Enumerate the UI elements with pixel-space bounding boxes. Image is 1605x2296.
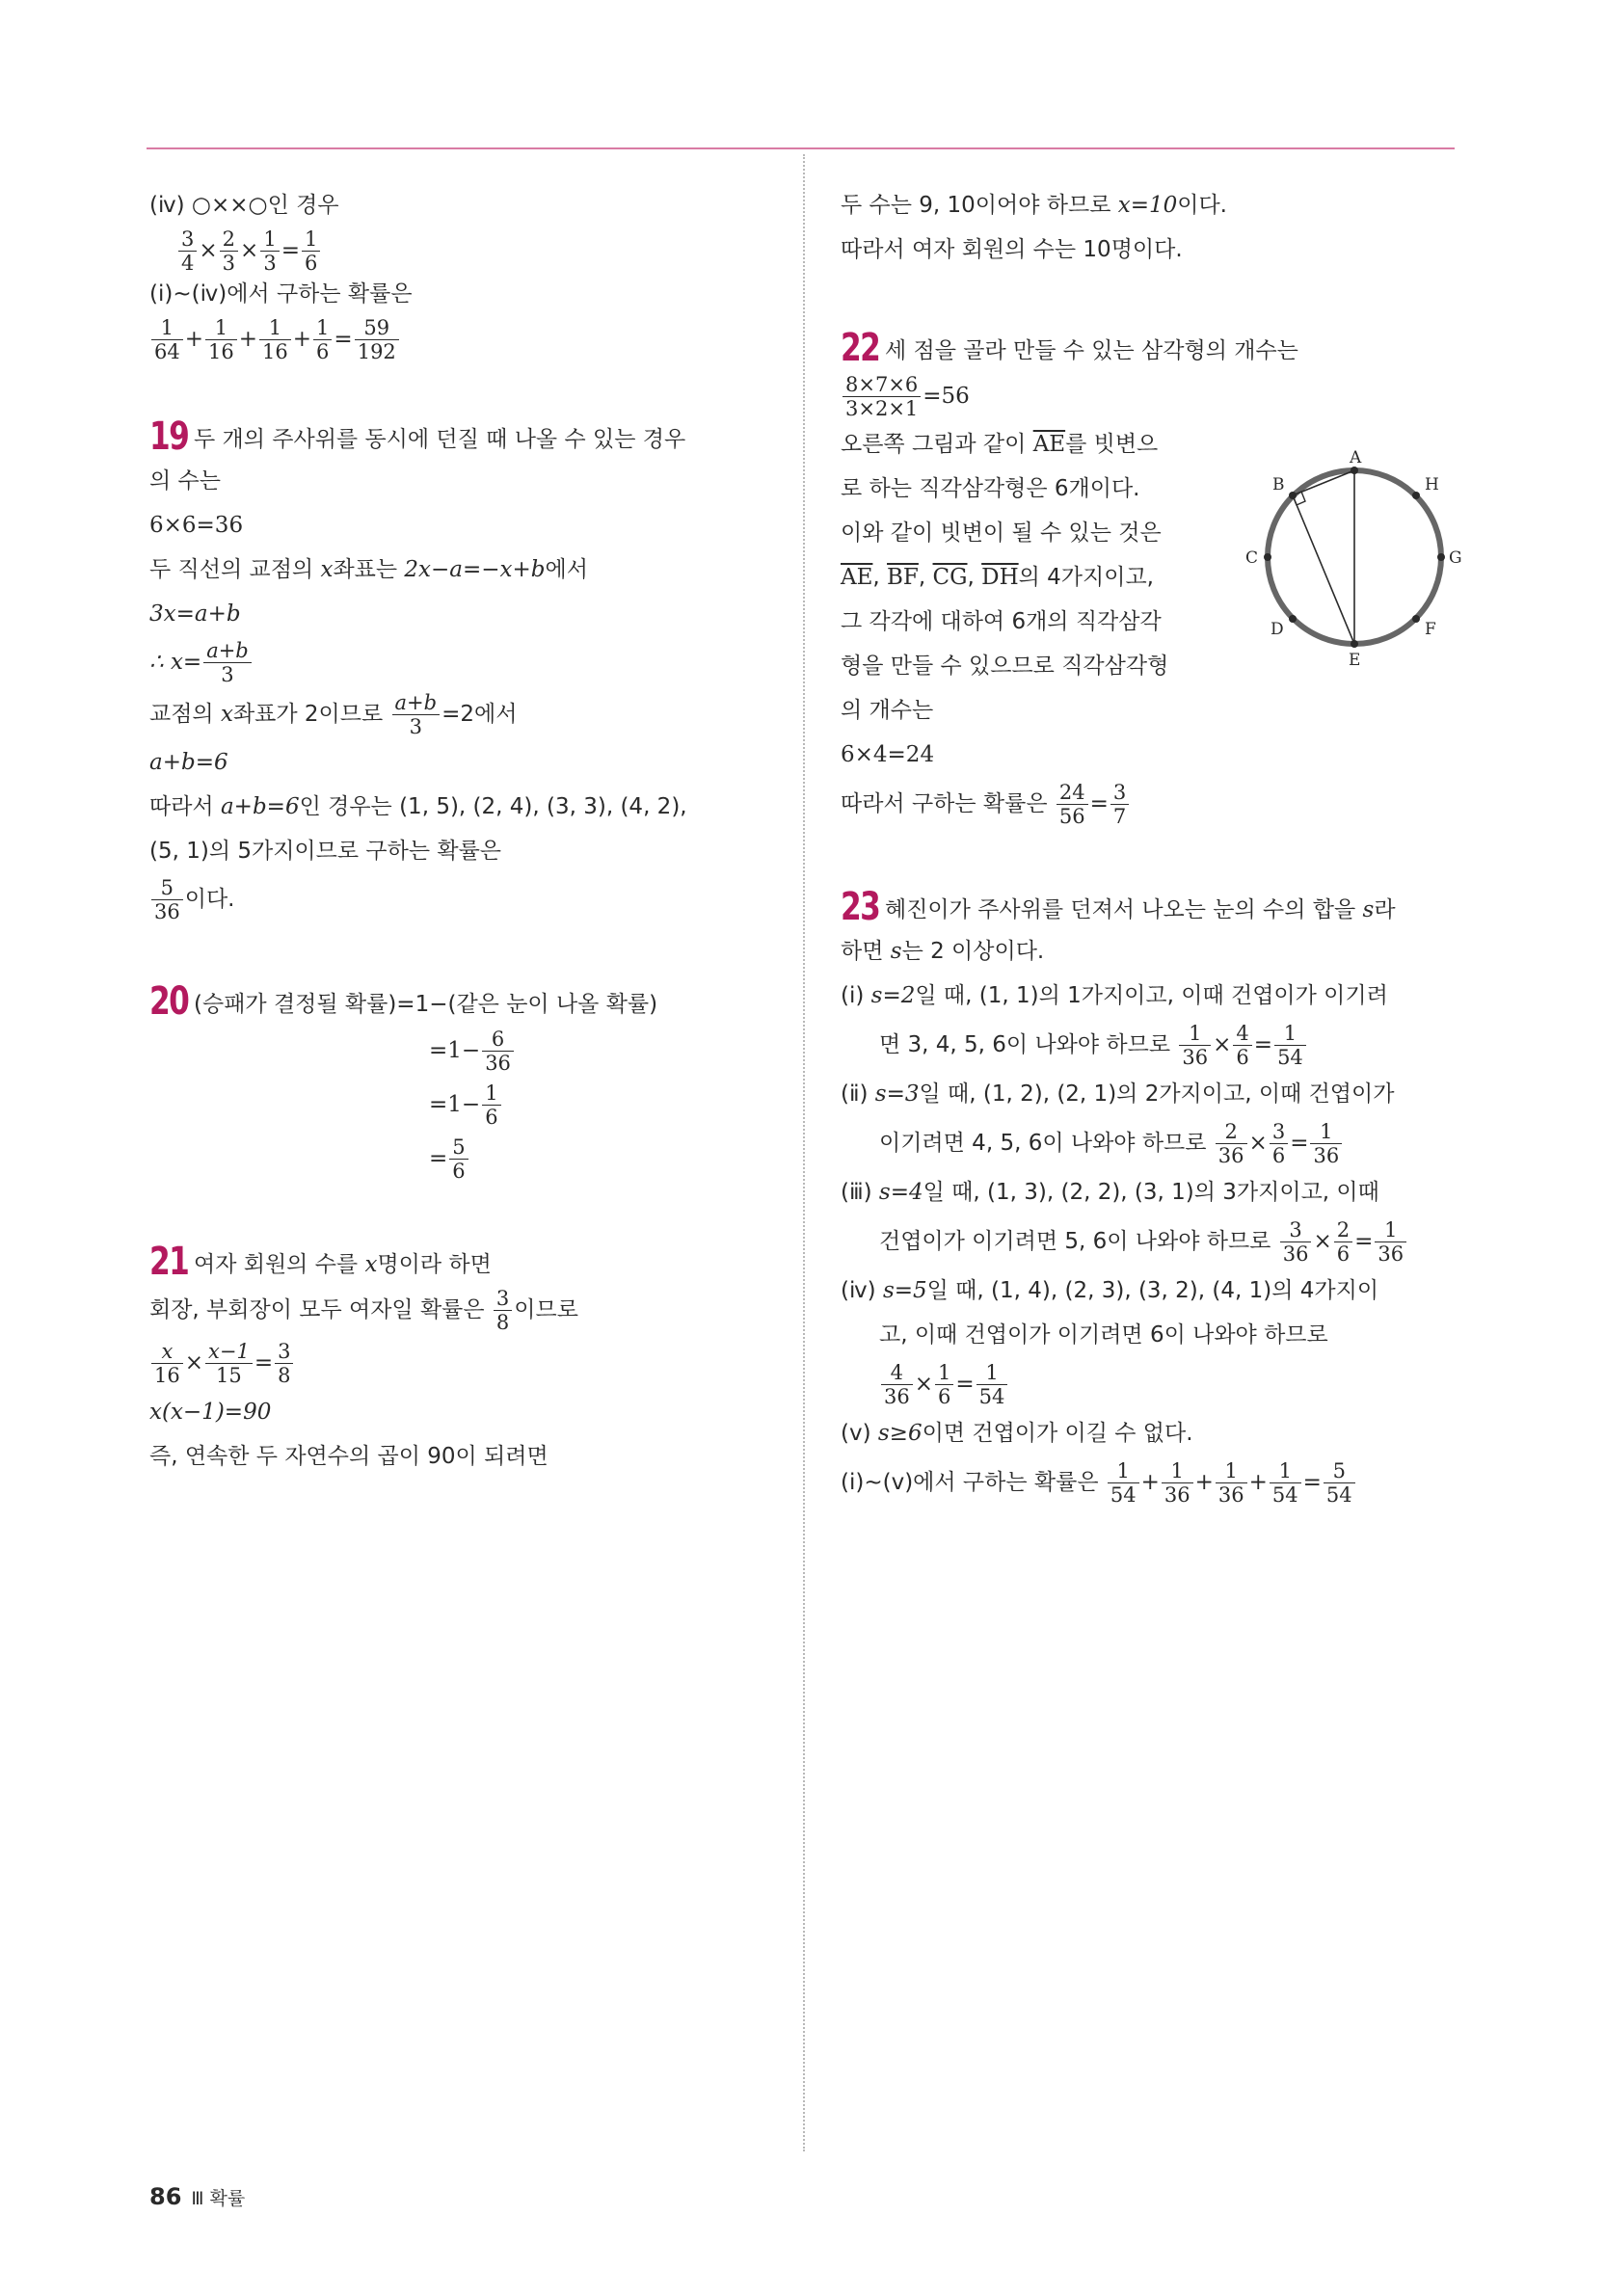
problem-19-text: 두 직선의 교점의 x좌표는 2x−a=−x+b에서 [149,557,588,582]
problem-21-text: x(x−1)=90 [149,1400,272,1425]
problem-20-step: =1− $\frac{1}{6}$ [149,1078,776,1132]
point-label: D [1271,620,1284,639]
problem-23-case-2: (ⅱ) s=3일 때, (1, 2), (2, 1)의 2가지이고, 이때 건엽이가 [841,1081,1395,1107]
problem-21-header: 21 여자 회원의 수를 x명이라 하면 [149,1240,492,1284]
problem-20-step: =1− $\frac{6}{36}$ [149,1024,776,1078]
problem-23-case-4: $\frac{4}{36}$ × $\frac{1}{6}$ = $\frac{1}{54}$ [841,1357,1458,1411]
problem-22-text: 6×4=24 [841,742,935,767]
fraction: $\frac{1}{3}$ [260,227,279,275]
problem-22-text: $\overline{AE}$, $\overline{BF}$, $\overline{CG}$, $\overline{DH}$의 4가지이고, [841,565,1154,590]
problem-22-text: 의 개수는 [841,698,934,723]
problem-23-case-1: (ⅰ) s=2일 때, (1, 1)의 1가지이고, 이때 건엽이가 이기려 [841,983,1388,1008]
sum-calc: $\frac{1}{64}$ + $\frac{1}{16}$ + $\frac{1}{16}$ + $\frac{1}{6}$ = $\frac{59}{192}$ [149,316,776,360]
top-rule [147,147,1455,149]
problem-number: 20 [149,979,189,1024]
problem-number: 19 [149,414,189,459]
problem-20-header: 20 (승패가 결정될 확률)=1−(같은 눈이 나올 확률) [149,979,658,1024]
case-iv-calc: $\frac{3}{4}$ × $\frac{2}{3}$ × $\frac{1}{3}$ = $\frac{1}{6}$ [149,227,776,272]
problem-23-case-4: (ⅳ) s=5일 때, (1, 4), (2, 3), (3, 2), (4, 1)의 4가지이 [841,1278,1379,1303]
problem-23-case-3: (ⅲ) s=4일 때, (1, 3), (2, 2), (3, 1)의 3가지이고, 이때 [841,1180,1379,1205]
point-label: G [1449,548,1462,568]
problem-19-text: 3x=a+b [149,601,241,627]
problem-22-text: 그 각각에 대하여 6개의 직각삼각 [841,609,1162,634]
problem-23-case-2: 이기려면 4, 5, 6이 나와야 하므로 $\frac{2}{36}$ × $\frac{3}{6}$ = $\frac{1}{36}$ [841,1116,1458,1170]
problem-22-answer: 따라서 구하는 확률은 $\frac{24}{56}$ = $\frac{3}{7}$ [841,777,1458,831]
problem-23-case-3: 건엽이가 이기려면 5, 6이 나와야 하므로 $\frac{3}{36}$ × $\frac{2}{6}$ = $\frac{1}{36}$ [841,1215,1458,1268]
problem-22-text: 오른쪽 그림과 같이 $\overline{AE}$를 빗변으 [841,432,1159,457]
problem-23-case-5: (ⅴ) s≥6이면 건엽이가 이길 수 없다. [841,1421,1193,1446]
point-label: B [1272,475,1285,494]
point-label: E [1349,651,1361,670]
problem-19-text: 교점의 x좌표가 2이므로 $\frac{a+b}{3}$ =2에서 [149,690,518,738]
problem-21-text: 회장, 부회장이 모두 여자일 확률은 $\frac{3}{8}$ 이므로 [149,1286,578,1334]
problem-19-text: a+b=6 [149,750,228,775]
point-label: A [1350,448,1362,467]
problem-22-text: 이와 같이 빗변이 될 수 있는 것은 [841,521,1162,546]
problem-19-text: ∴ x= $\frac{a+b}{3}$ [149,636,776,688]
problem-19-text: 6×6=36 [149,513,244,538]
problem-20-step: = $\frac{5}{6}$ [149,1132,776,1186]
page-footer [149,2183,245,2210]
problem-19-header: 19 두 개의 주사위를 동시에 던질 때 나올 수 있는 경우 [149,414,686,459]
problem-21-text: 즉, 연속한 두 자연수의 곱이 90이 되려면 [149,1444,548,1469]
segment-be [1293,495,1354,644]
problem-19-text: 의 수는 [149,468,221,494]
problem-23-case-4: 고, 이때 건엽이가 이기려면 6이 나와야 하므로 [879,1322,1328,1348]
point-label: H [1425,475,1439,494]
problem-19-text: (5, 1)의 5가지이므로 구하는 확률은 [149,839,502,864]
problem-21-continued: 두 수는 9, 10이어야 하므로 x=10이다. [841,193,1227,218]
problem-23-case-1: 면 3, 4, 5, 6이 나와야 하므로 $\frac{1}{36}$ × $\frac{4}{6}$ = $\frac{1}{54}$ [841,1018,1458,1072]
problem-21-text: $\frac{x}{16}$ × $\frac{x-1}{15}$ = $\frac{3}{8}$ [149,1336,776,1390]
problem-21-continued: 따라서 여자 회원의 수는 10명이다. [841,237,1183,262]
circle-figure [1244,441,1465,673]
fraction: $\frac{2}{3}$ [220,227,238,275]
problem-number: 21 [149,1240,189,1284]
point-label: C [1245,548,1259,568]
problem-22-header: 22 세 점을 골라 만들 수 있는 삼각형의 개수는 [841,326,1298,370]
problem-22-text: 로 하는 직각삼각형은 6개이다. [841,476,1140,501]
chapter-title: Ⅲ 확률 [191,2188,246,2209]
case-iv-title: (ⅳ) ○××○인 경우 [149,193,339,218]
problem-number: 23 [841,885,880,929]
problem-23-text: 하면 s는 2 이상이다. [841,939,1045,964]
fraction: $\frac{3}{4}$ [178,227,197,275]
problem-19-text: $\frac{5}{36}$ 이다. [149,873,776,925]
problem-23-header: 23 혜진이가 주사위를 던져서 나오는 눈의 수의 합을 s라 [841,885,1396,929]
sum-intro: (ⅰ)~(ⅳ)에서 구하는 확률은 [149,281,413,307]
problem-22-text: 형을 만들 수 있으므로 직각삼각형 [841,654,1169,679]
right-column [841,183,1458,1509]
problem-19-text: 따라서 a+b=6인 경우는 (1, 5), (2, 4), (3, 3), (4, 2), [149,794,687,819]
problem-23-answer: (ⅰ)~(ⅴ)에서 구하는 확률은 $\frac{1}{54}$ + $\frac{1}{36}$ + $\frac{1}{36}$ + $\frac{1}{54}$ = $\frac{5}{54}$ [841,1455,1458,1509]
problem-number: 22 [841,326,880,370]
column-divider [803,154,805,2151]
fraction: $\frac{1}{6}$ [302,227,320,275]
problem-22-text: $\frac{8\times 7\times 6}{3\times 2\times 1}$ =56 [841,370,1458,422]
left-column [149,183,776,1479]
point-label: F [1425,620,1436,639]
page-number: 86 [149,2183,182,2210]
